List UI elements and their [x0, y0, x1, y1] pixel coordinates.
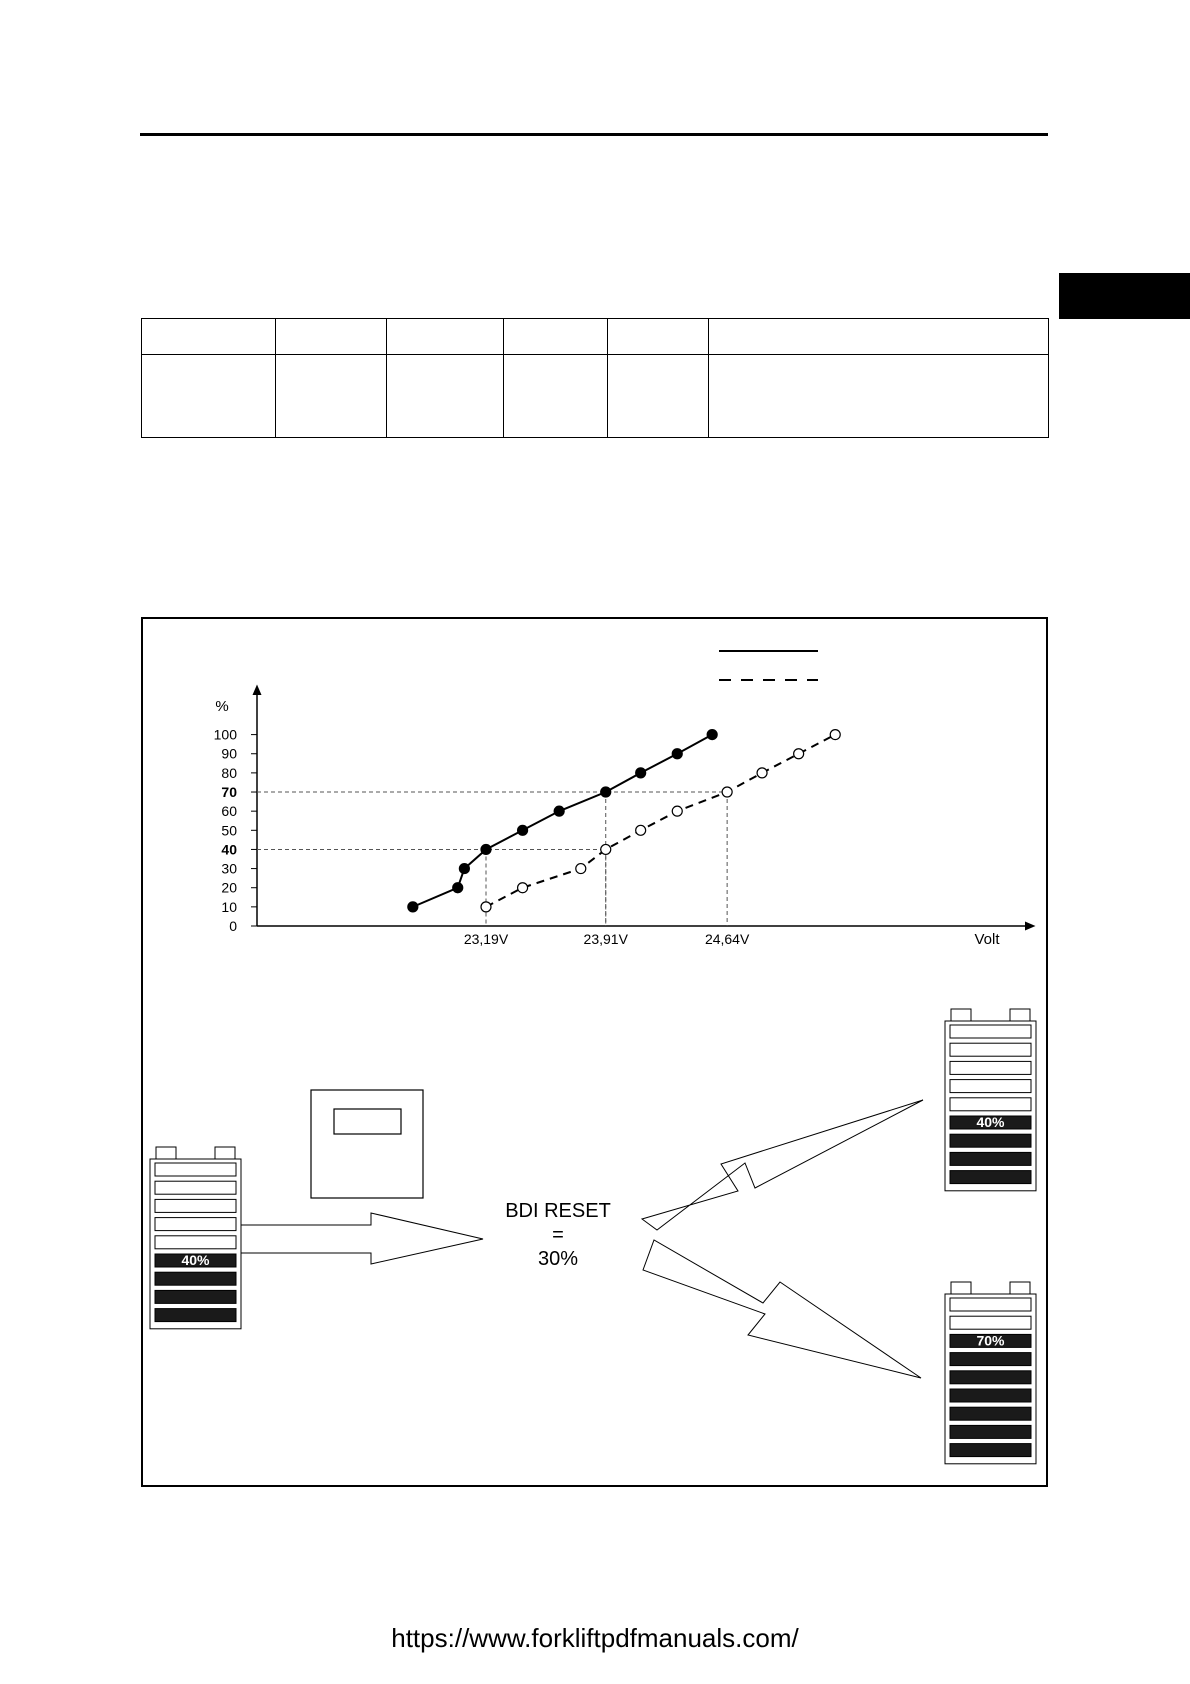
y-tick-label: 70 — [221, 784, 237, 801]
data-point-filled — [481, 844, 491, 854]
y-tick-label: 100 — [213, 726, 237, 743]
table-cell — [142, 355, 276, 438]
display-unit — [311, 1090, 423, 1198]
y-tick-label: 60 — [221, 803, 237, 820]
battery-cell-filled — [950, 1171, 1031, 1184]
battery-cell-empty — [950, 1043, 1031, 1056]
battery-cell-filled — [155, 1272, 236, 1285]
y-axis-label: % — [215, 698, 229, 715]
display-screen — [334, 1109, 401, 1134]
bdi-figure-svg — [143, 619, 1046, 1485]
battery-cell-filled — [950, 1389, 1031, 1402]
battery-cell-filled — [950, 1371, 1031, 1384]
battery-terminal — [951, 1282, 971, 1294]
table-cell — [504, 319, 608, 355]
table-cell — [608, 355, 709, 438]
data-point-filled — [453, 883, 463, 893]
table-row — [142, 355, 1049, 438]
battery-cell-empty — [950, 1025, 1031, 1038]
battery-terminal — [951, 1009, 971, 1021]
arrow-to-reset — [238, 1213, 483, 1264]
y-tick-label: 10 — [221, 898, 237, 915]
table-cell — [276, 355, 387, 438]
bdi-figure — [141, 617, 1048, 1487]
data-point-open — [672, 806, 682, 816]
y-tick-label: 0 — [229, 918, 237, 934]
battery-cell-filled — [950, 1134, 1031, 1147]
data-point-filled — [554, 806, 564, 816]
table-cell — [504, 355, 608, 438]
table-cell — [276, 319, 387, 355]
series-dashed-line — [486, 735, 835, 907]
battery-cell-filled — [950, 1407, 1031, 1420]
battery-charge-label: 40% — [181, 1252, 210, 1268]
data-point-open — [601, 844, 611, 854]
battery-terminal — [1010, 1009, 1030, 1021]
battery-cell-empty — [950, 1316, 1031, 1329]
data-point-open — [518, 883, 528, 893]
table-cell — [142, 319, 276, 355]
data-table — [141, 318, 1049, 438]
table-cell — [387, 319, 504, 355]
battery-terminal — [215, 1147, 235, 1159]
data-point-open — [757, 768, 767, 778]
battery-charge-label: 40% — [976, 1114, 1005, 1130]
data-point-open — [830, 730, 840, 740]
y-tick-label: 40 — [221, 841, 237, 858]
table-cell — [709, 319, 1049, 355]
y-tick-label: 20 — [221, 879, 237, 896]
battery-cell-empty — [155, 1163, 236, 1176]
x-tick-label: 24,64V — [704, 931, 750, 947]
battery-terminal — [1010, 1282, 1030, 1294]
data-point-open — [481, 902, 491, 912]
y-tick-label: 50 — [221, 822, 237, 839]
data-point-open — [636, 825, 646, 835]
battery-terminal — [156, 1147, 176, 1159]
battery-cell-filled — [950, 1425, 1031, 1438]
y-tick-label: 90 — [221, 745, 237, 762]
data-point-filled — [408, 902, 418, 912]
section-tab — [1059, 273, 1190, 319]
battery-cell-filled — [155, 1290, 236, 1303]
battery-cell-empty — [155, 1199, 236, 1212]
data-point-open — [794, 749, 804, 759]
table-cell — [709, 355, 1049, 438]
data-point-open — [576, 864, 586, 874]
battery-cell-empty — [950, 1080, 1031, 1093]
data-point-filled — [636, 768, 646, 778]
y-tick-label: 30 — [221, 860, 237, 877]
arrow-to-40-percent — [642, 1100, 923, 1230]
battery-cell-filled — [155, 1309, 236, 1322]
x-tick-label: 23,91V — [583, 931, 628, 947]
bdi-equals: = — [552, 1224, 564, 1246]
battery-cell-filled — [950, 1444, 1031, 1457]
x-axis-label: Volt — [974, 931, 1000, 948]
data-point-filled — [601, 787, 611, 797]
battery-cell-filled — [950, 1152, 1031, 1165]
data-point-filled — [672, 749, 682, 759]
battery-cell-empty — [155, 1218, 236, 1231]
table-cell — [387, 355, 504, 438]
series-solid-line — [413, 735, 712, 907]
data-point-filled — [707, 730, 717, 740]
battery-cell-empty — [950, 1061, 1031, 1074]
battery-cell-empty — [950, 1298, 1031, 1311]
battery-cell-empty — [950, 1098, 1031, 1111]
arrow-to-70-percent — [643, 1240, 921, 1378]
battery-charge-label: 70% — [976, 1332, 1005, 1349]
table-cell — [608, 319, 709, 355]
y-tick-label: 80 — [221, 764, 237, 781]
data-point-open — [722, 787, 732, 797]
bdi-reset-label: BDI RESET — [505, 1200, 611, 1222]
data-point-filled — [459, 864, 469, 874]
header-rule — [140, 133, 1048, 136]
footer-url[interactable]: https://www.forkliftpdfmanuals.com/ — [391, 1623, 799, 1653]
data-point-filled — [518, 825, 528, 835]
battery-cell-filled — [950, 1353, 1031, 1366]
x-tick-label: 23,19V — [463, 931, 509, 947]
table-header-row — [142, 319, 1049, 355]
battery-cell-empty — [155, 1181, 236, 1194]
battery-cell-empty — [155, 1236, 236, 1249]
bdi-reset-value: 30% — [537, 1248, 579, 1270]
